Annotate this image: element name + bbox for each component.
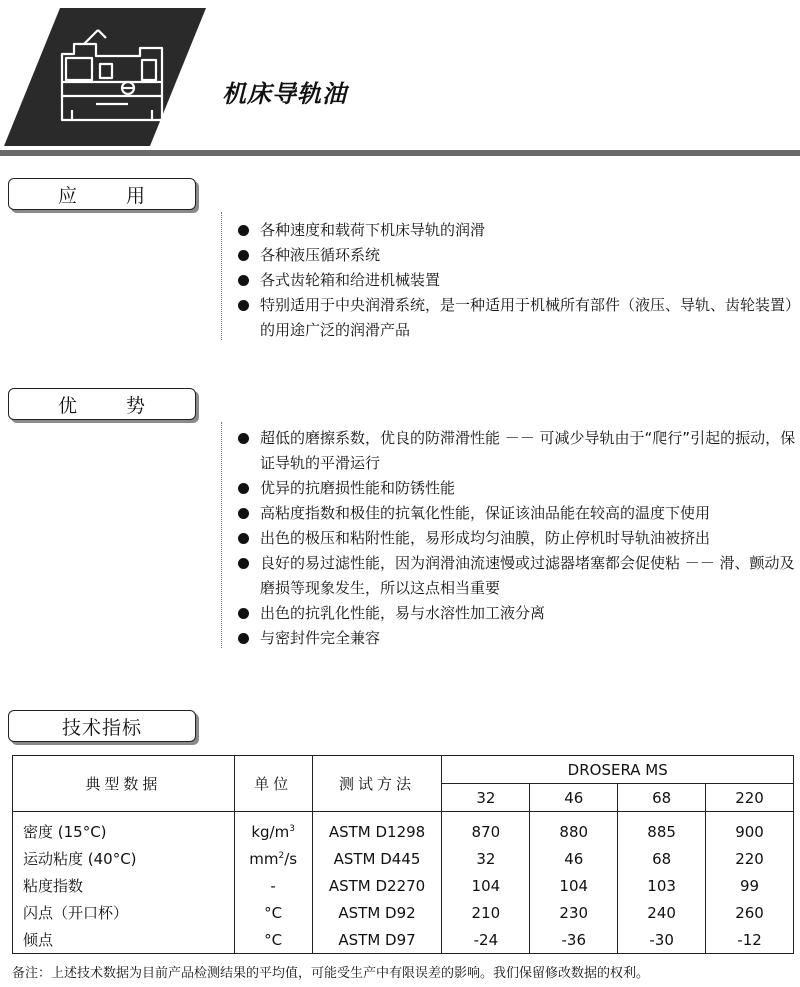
row-unit: °C (234, 899, 312, 926)
table-row (13, 926, 794, 954)
row-value: 99 (739, 876, 760, 895)
row-value: 870 (442, 812, 530, 846)
list-item: 优异的抗磨损性能和防锈性能 (236, 476, 796, 501)
row-method: ASTM D445 (312, 845, 442, 872)
applications-list (236, 218, 796, 343)
row-value: 210 (442, 899, 530, 926)
row-value: 885 (618, 812, 706, 846)
row-value: 32 (442, 845, 530, 872)
col-header-brand: DROSERA MS (442, 756, 794, 784)
list-item: 各种速度和载荷下机床导轨的润滑 (236, 218, 796, 243)
col-header-grade: 68 (618, 784, 706, 812)
row-name: 倾点 (13, 926, 235, 954)
lathe-logo-icon (0, 0, 210, 148)
list-item: 出色的抗乳化性能，易与水溶性加工液分离 (236, 601, 796, 626)
section-label-specs-text: 技术指标 (61, 716, 142, 739)
table-row (13, 845, 794, 872)
row-method: ASTM D2270 (312, 872, 442, 899)
col-header-unit: 单位 (234, 756, 312, 812)
row-method: ASTM D97 (312, 926, 442, 954)
row-value: 880 (530, 812, 618, 846)
row-value: 220 (735, 849, 764, 868)
row-value: 103 (618, 872, 706, 899)
row-unit: $mm^2/s$ (234, 845, 312, 872)
row-unit: - (234, 872, 312, 899)
table-row (13, 812, 794, 846)
row-value: 230 (530, 899, 618, 926)
list-item: 超低的磨擦系数，优良的防滞滑性能 －－ 可减少导轨由于“爬行”引起的振动，保证导轨的平滑运行 (236, 426, 796, 476)
row-value: -12 (737, 930, 762, 949)
section-label-applications-char1: 应 (57, 184, 78, 207)
row-unit: °C (234, 926, 312, 954)
row-value: -36 (530, 926, 618, 954)
col-header-grade: 220 (706, 784, 794, 812)
list-item: 良好的易过滤性能，因为润滑油流速慢或过滤器堵塞都会促使粘 －－ 滑、颤动及磨损等现象发生，所以这点相当重要 (236, 551, 796, 601)
row-name: 粘度指数 (13, 872, 235, 899)
col-header-grade: 32 (442, 784, 530, 812)
row-name: 运动粘度 (40°C) (13, 845, 235, 872)
table-row (13, 872, 794, 899)
list-item: 与密封件完全兼容 (236, 626, 796, 651)
section-label-specs (8, 710, 196, 742)
row-method: ASTM D92 (312, 899, 442, 926)
row-method: ASTM D1298 (312, 812, 442, 846)
row-value: 104 (530, 872, 618, 899)
list-item: 出色的极压和粘附性能，易形成均匀油膜，防止停机时导轨油被挤出 (236, 526, 796, 551)
list-item: 各种液压循环系统 (236, 243, 796, 268)
list-item: 特别适用于中央润滑系统，是一种适用于机械所有部件（液压、导轨、齿轮装置）的用途广泛的润滑产品 (236, 293, 796, 343)
page-title: 机床导轨油 (222, 80, 347, 108)
list-item: 高粘度指数和极佳的抗氧化性能，保证该油品能在较高的温度下使用 (236, 501, 796, 526)
section-label-advantages-char2: 势 (126, 394, 147, 417)
row-value: 260 (735, 903, 764, 922)
row-value: -30 (618, 926, 706, 954)
section-label-applications-char2: 用 (126, 184, 147, 207)
advantages-list (236, 426, 796, 651)
footnote: 备注：上述技术数据为目前产品检测结果的平均值，可能受生产中有限误差的影响。我们保留修改数据的权利。 (12, 966, 650, 981)
row-value: 240 (618, 899, 706, 926)
section-divider-line (221, 212, 222, 340)
col-header-grade: 46 (530, 784, 618, 812)
section-label-applications (8, 178, 196, 210)
table-row (13, 899, 794, 926)
col-header-method: 测试方法 (312, 756, 442, 812)
row-value: 46 (530, 845, 618, 872)
row-value: 900 (735, 822, 764, 841)
row-value: 68 (618, 845, 706, 872)
row-value: 104 (442, 872, 530, 899)
row-name: 闪点（开口杯） (13, 899, 235, 926)
section-divider-line (221, 422, 222, 648)
col-header-name: 典型数据 (13, 756, 235, 812)
spec-table (12, 755, 794, 954)
section-label-advantages-char1: 优 (57, 394, 78, 417)
section-label-advantages (8, 388, 196, 420)
row-name: 密度 (15°C) (13, 812, 235, 846)
row-value: -24 (442, 926, 530, 954)
header-divider (0, 150, 800, 156)
row-unit: $kg/m^3$ (234, 812, 312, 846)
list-item: 各式齿轮箱和给进机械装置 (236, 268, 796, 293)
